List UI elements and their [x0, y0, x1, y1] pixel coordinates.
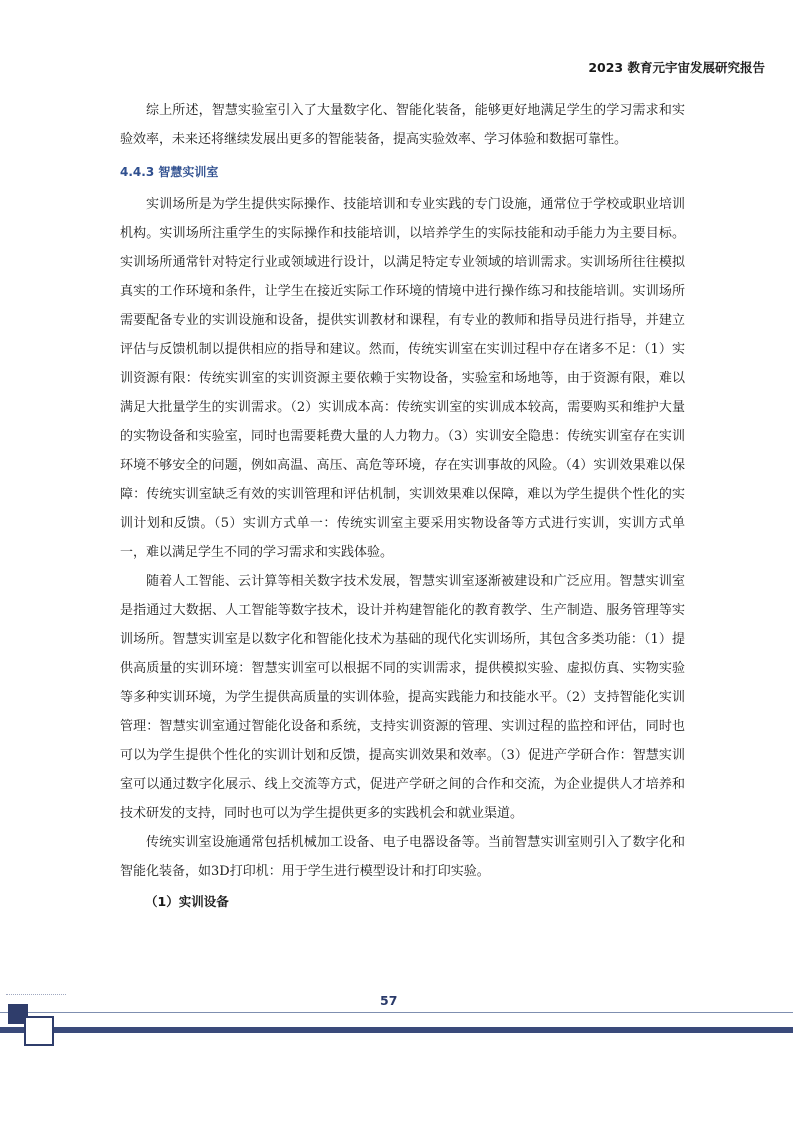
paragraph-equipment: 传统实训室设施通常包括机械加工设备、电子电器设备等。当前智慧实训室则引入了数字化和智能化装备，如3D打印机：用于学生进行模型设计和打印实验。: [120, 835, 685, 879]
paragraph-training-sites: 实训场所是为学生提供实际操作、技能培训和专业实践的专门设施，通常位于学校或职业培训机构。实训场所注重学生的实际操作和技能培训，以培养学生的实际技能和动手能力为主要目标。实训场所通常针对特定行业或领域进行设计，以满足特定专业领域的培训需求。实训场所往往模拟真实的工作环境和条件，让学生在接近实际工作环境的情境中进行操作练习和技能培训。实训场所需要配备专业的实训设施和设备，提供实训教材和课程，有专业的教师和指导员进行指导，并建立评估与反馈机制以提供相应的指导和建议。然而，传统实训室在实训过程中存在诸多不足：（1）实训资源有限：传统实训室的实训资源主要依赖于实物设备，实验室和场地等，由于资源有限，难以满足大批量学生的实训需求。（2）实训成本高：传统实训室的实训成本较高，需要购买和维护大量的实物设备和实验室，同时也需要耗费大量的人力物力。（3）实训安全隐患：传统实训室存在实训环境不够安全的问题，例如高温、高压、高危等环境，存在实训事故的风险。（4）实训效果难以保障：传统实训室缺乏有效的实训管理和评估机制，实训效果难以保障，难以为学生提供个性化的实训计划和反馈。（5）实训方式单一：传统实训室主要采用实物设备等方式进行实训，实训方式单一，难以满足学生不同的学习需求和实践体验。: [120, 197, 685, 560]
footer-outline-square-decoration: [24, 1016, 54, 1046]
section-heading: [120, 158, 685, 186]
paragraph-smart-training: 随着人工智能、云计算等相关数字技术发展，智慧实训室逐渐被建设和广泛应用。智慧实训室是指通过大数据、人工智能等数字技术，设计并构建智能化的教育教学、生产制造、服务管理等实训场所。智慧实训室是以数字化和智能化技术为基础的现代化实训场所，其包含多类功能：（1）提供高质量的实训环境：智慧实训室可以根据不同的实训需求，提供模拟实验、虚拟仿真、实物实验等多种实训环境，为学生提供高质量的实训体验，提高实践能力和技能水平。（2）支持智能化实训管理：智慧实训室通过智能化设备和系统，支持实训资源的管理、实训过程的监控和评估，同时也可以为学生提供个性化的实训计划和反馈，提高实训效果和效率。（3）促进产学研合作：智慧实训室可以通过数字化展示、线上交流等方式，促进产学研之间的合作和交流，为企业提供人才培养和技术研发的支持，同时也可以为学生提供更多的实践机会和就业渠道。: [120, 574, 685, 821]
page-footer: [0, 990, 793, 1060]
page-header: 2023 教育元宇宙发展研究报告: [588, 60, 765, 75]
paragraph-intro: 综上所述，智慧实验室引入了大量数字化、智能化装备，能够更好地满足学生的学习需求和实验效率，未来还将继续发展出更多的智能装备，提高实验效率、学习体验和数据可靠性。: [120, 103, 685, 147]
footer-dotted-line: [6, 994, 66, 997]
page-number: 57: [380, 993, 398, 1008]
page-content: [120, 96, 685, 916]
footer-rule: [0, 1012, 793, 1013]
section-title: 智慧实训室: [158, 165, 219, 179]
section-number: 4.4.3: [120, 165, 155, 179]
footer-band: [0, 1027, 793, 1033]
subsection-heading: （1）实训设备: [145, 894, 229, 909]
